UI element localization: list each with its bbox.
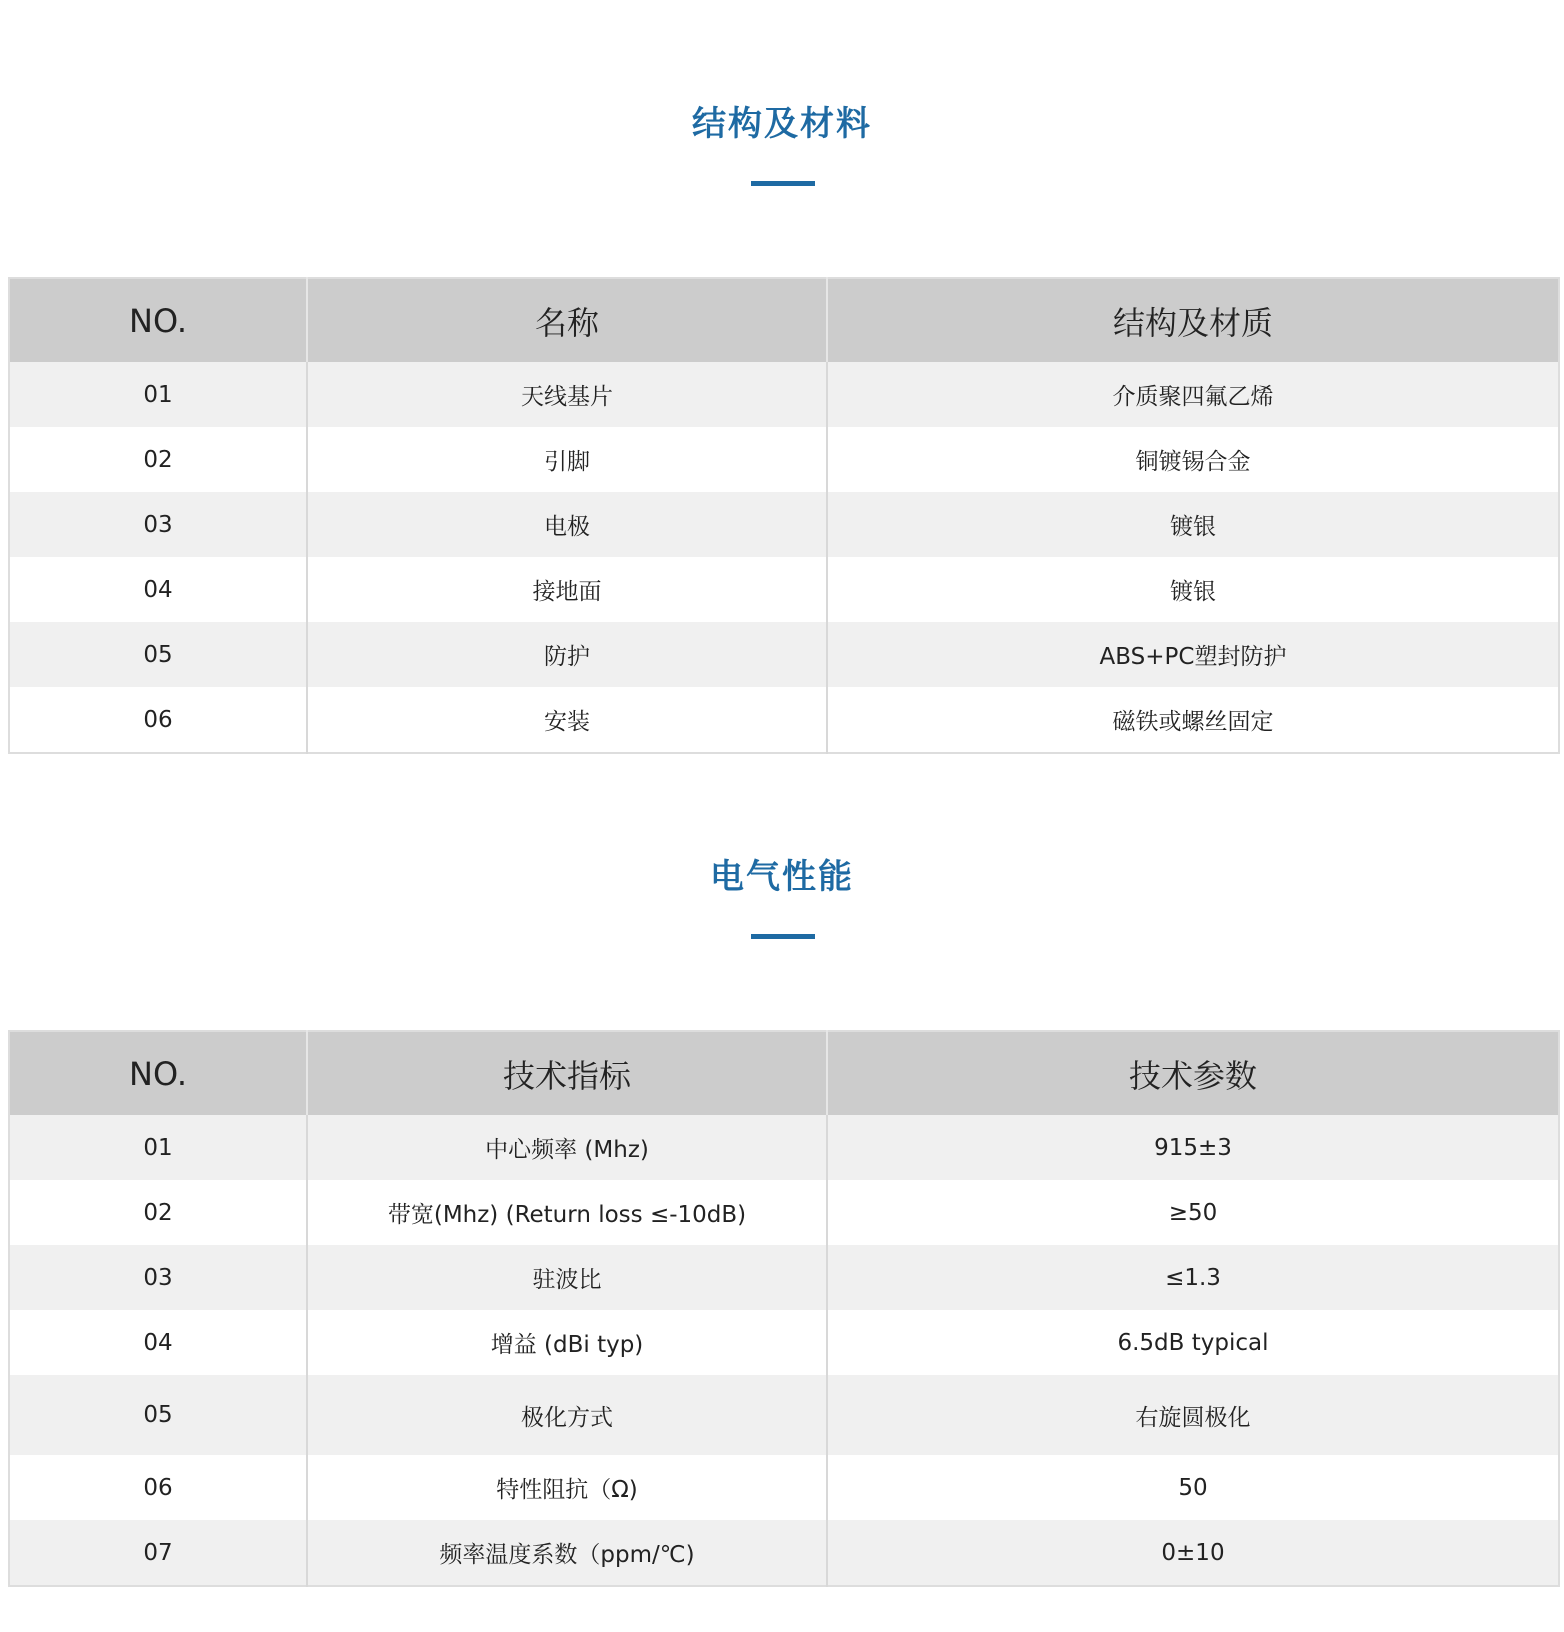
cell-no: 03 [9, 1245, 307, 1310]
cell-no: 02 [9, 1180, 307, 1245]
header-no: NO. [9, 278, 307, 362]
cell-no: 06 [9, 1455, 307, 1520]
table-row [9, 622, 1559, 687]
cell-material: ABS+PC塑封防护 [827, 622, 1559, 687]
table-row [9, 1520, 1559, 1586]
cell-item: 带宽(Mhz) (Return loss ≤-10dB) [307, 1180, 827, 1245]
cell-no: 01 [9, 1115, 307, 1180]
cell-no: 05 [9, 622, 307, 687]
electrical-performance-table [8, 1030, 1560, 1587]
cell-name: 电极 [307, 492, 827, 557]
structure-materials-table [8, 277, 1560, 754]
table-row [9, 1455, 1559, 1520]
cell-item: 频率温度系数（ppm/℃) [307, 1520, 827, 1586]
cell-material: 铜镀锡合金 [827, 427, 1559, 492]
cell-name: 防护 [307, 622, 827, 687]
cell-no: 01 [9, 362, 307, 427]
cell-no: 07 [9, 1520, 307, 1586]
cell-item: 增益 (dBi typ) [307, 1310, 827, 1375]
cell-value: 6.5dB typical [827, 1310, 1559, 1375]
cell-value: ≥50 [827, 1180, 1559, 1245]
cell-value: 915±3 [827, 1115, 1559, 1180]
cell-no: 03 [9, 492, 307, 557]
table-row [9, 557, 1559, 622]
header-structure-material: 结构及材质 [827, 278, 1559, 362]
electrical-section-title: 电气性能 [710, 857, 854, 897]
cell-item: 驻波比 [307, 1245, 827, 1310]
cell-name: 接地面 [307, 557, 827, 622]
electrical-title-underline [751, 934, 815, 939]
table-header-row [9, 278, 1559, 362]
cell-name: 引脚 [307, 427, 827, 492]
cell-item: 特性阻抗（Ω) [307, 1455, 827, 1520]
cell-value: 50 [827, 1455, 1559, 1520]
cell-no: 04 [9, 557, 307, 622]
cell-material: 镀银 [827, 492, 1559, 557]
structure-section-title: 结构及材料 [692, 104, 872, 144]
cell-value: 右旋圆极化 [827, 1375, 1559, 1455]
table-row [9, 1245, 1559, 1310]
cell-no: 05 [9, 1375, 307, 1455]
cell-material: 介质聚四氟乙烯 [827, 362, 1559, 427]
cell-item: 极化方式 [307, 1375, 827, 1455]
table-header-row [9, 1031, 1559, 1115]
cell-material: 镀银 [827, 557, 1559, 622]
table-row [9, 1115, 1559, 1180]
header-no: NO. [9, 1031, 307, 1115]
table-row [9, 427, 1559, 492]
header-spec-item: 技术指标 [307, 1031, 827, 1115]
cell-material: 磁铁或螺丝固定 [827, 687, 1559, 753]
table-row [9, 687, 1559, 753]
table-row [9, 1180, 1559, 1245]
header-name: 名称 [307, 278, 827, 362]
table-row [9, 1375, 1559, 1455]
cell-no: 04 [9, 1310, 307, 1375]
header-spec-value: 技术参数 [827, 1031, 1559, 1115]
cell-item: 中心频率 (Mhz) [307, 1115, 827, 1180]
cell-value: 0±10 [827, 1520, 1559, 1586]
cell-no: 02 [9, 427, 307, 492]
table-row [9, 492, 1559, 557]
table-row [9, 362, 1559, 427]
table-row [9, 1310, 1559, 1375]
structure-title-underline [751, 181, 815, 186]
cell-name: 安装 [307, 687, 827, 753]
cell-value: ≤1.3 [827, 1245, 1559, 1310]
cell-name: 天线基片 [307, 362, 827, 427]
cell-no: 06 [9, 687, 307, 753]
